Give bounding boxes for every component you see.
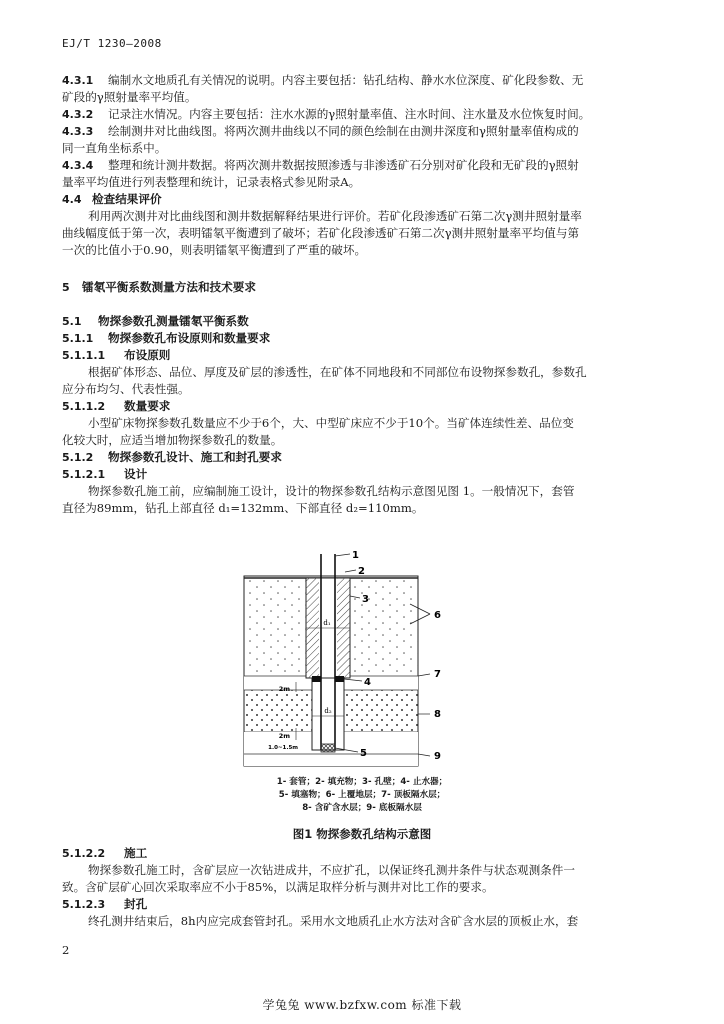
heading-text: 物探参数孔设计、施工和封孔要求 — [108, 450, 282, 464]
label-d1: d₁ — [323, 619, 331, 627]
section-5-1-1-heading — [62, 330, 270, 347]
clause-4-3-3-line1 — [62, 123, 579, 140]
heading-text: 物探参数孔测量镭氡平衡系数 — [98, 314, 249, 328]
callout-8: 8 — [434, 709, 441, 720]
clause-number: 5.1.2.3 — [62, 898, 106, 911]
heading-text: 镭氡平衡系数测量方法和技术要求 — [82, 280, 256, 294]
borehole-structure-diagram — [240, 548, 465, 774]
callout-7: 7 — [434, 669, 441, 680]
clause-number: 5.1.1.1 — [62, 349, 106, 362]
clause-number: 4.4 — [62, 193, 82, 206]
page-number: 2 — [62, 943, 70, 957]
clause-text: 记录注水情况。内容主要包括：注水水源的γ照射量率值、注水时间、注水量及水位恢复时间。 — [108, 107, 591, 121]
paragraph-line: 物探参数孔施工时，含矿层应一次钻进成井，不应扩孔，以保证终孔测井条件与状态观测条件一 — [88, 863, 575, 877]
clause-text: 编制水文地质孔有关情况的说明。内容主要包括：钻孔结构、静水水位深度、矿化段参数、无 — [108, 73, 584, 87]
clause-text: 整理和统计测井数据。将两次测井数据按照渗透与非渗透矿石分别对矿化段和无矿段的γ照射 — [108, 158, 579, 172]
clause-4-3-4-line1 — [62, 157, 579, 174]
heading-text: 封孔 — [124, 897, 148, 911]
clause-4-3-1-line1 — [62, 72, 583, 89]
clause-number: 4.3.4 — [62, 159, 94, 172]
clause-number: 5 — [62, 281, 70, 294]
label-range: 1.0~1.5m — [268, 745, 298, 751]
paragraph-line: 一次的比值小于0.90，则表明镭氡平衡遭到了严重的破坏。 — [62, 243, 367, 257]
clause-number: 5.1.2 — [62, 451, 94, 464]
clause-4-3-4-line2: 量率平均值进行列表整理和统计，记录表格式参见附录A。 — [62, 175, 361, 189]
footer-watermark: 学兔兔 www.bzfxw.com 标准下载 — [262, 998, 462, 1012]
section-5-1-heading — [62, 313, 249, 330]
label-2m-upper: 2m — [278, 685, 290, 693]
water-stopper-left — [312, 676, 321, 682]
callout-4: 4 — [364, 677, 371, 688]
clause-number: 5.1.1 — [62, 332, 94, 345]
clause-number: 5.1.2.1 — [62, 468, 106, 481]
clause-4-3-1-line2: 矿段的γ照射量率平均值。 — [62, 90, 197, 104]
section-5-1-2-2-heading — [62, 845, 147, 862]
callout-1: 1 — [352, 550, 359, 561]
clause-number: 4.3.2 — [62, 108, 94, 121]
callout-2: 2 — [358, 566, 365, 577]
heading-text: 设计 — [124, 467, 148, 481]
paragraph-line: 终孔测井结束后，8h内应完成套管封孔。采用水文地质孔止水方法对含矿含水层的顶板止水，套 — [88, 914, 579, 928]
paragraph-line: 化较大时，应适当增加物探参数孔的数量。 — [62, 433, 283, 447]
paragraph-line: 曲线幅度低于第一次，表明镭氡平衡遭到了破坏；若矿化段渗透矿石第二次γ测井照射量率平均值与第 — [62, 226, 580, 240]
section-5-1-2-heading — [62, 449, 282, 466]
plug-material — [321, 744, 335, 752]
paragraph-line: 利用两次测井对比曲线图和测井数据解释结果进行评价。若矿化段渗透矿石第二次γ测井照射量率 — [88, 209, 582, 223]
heading-text: 物探参数孔布设原则和数量要求 — [108, 331, 271, 345]
paragraph-line: 小型矿床物探参数孔数量应不少于6个，大、中型矿床应不少于10个。当矿体连续性差、品位变 — [88, 416, 574, 430]
section-4-4-heading — [62, 191, 162, 208]
clause-number: 5.1.1.2 — [62, 400, 106, 413]
water-stopper-right — [335, 676, 344, 682]
standard-code: EJ/T 1230—2008 — [62, 37, 162, 50]
clause-number: 4.3.3 — [62, 125, 94, 138]
clause-number: 4.3.1 — [62, 74, 94, 87]
section-5-1-1-2-heading — [62, 398, 170, 415]
clause-text: 绘制测井对比曲线图。将两次测井曲线以不同的颜色绘制在由测井深度和γ照射量率值构成的 — [108, 124, 579, 138]
heading-text: 布设原则 — [124, 348, 171, 362]
callout-9: 9 — [434, 751, 441, 762]
paragraph-line: 直径为89mm，钻孔上部直径 d₁=132mm、下部直径 d₂=110mm。 — [62, 501, 424, 515]
callout-6: 6 — [434, 610, 441, 621]
paragraph-line: 应分布均匀、代表性强。 — [62, 382, 190, 396]
paragraph-line: 物探参数孔施工前，应编制施工设计，设计的物探参数孔结构示意图见图 1。一般情况下，套管 — [88, 484, 575, 498]
clause-number: 5.1 — [62, 315, 82, 328]
callout-3: 3 — [362, 594, 369, 605]
heading-text: 数量要求 — [124, 399, 171, 413]
label-2m-lower: 2m — [278, 732, 290, 740]
clause-4-3-2 — [62, 106, 590, 123]
section-5-heading — [62, 279, 256, 296]
figure-legend-line3: 8- 含矿含水层；9- 底板隔水层 — [302, 803, 422, 813]
heading-text: 检查结果评价 — [92, 192, 162, 206]
clause-4-3-3-line2: 同一直角坐标系中。 — [62, 141, 167, 155]
paragraph-line: 根据矿体形态、品位、厚度及矿层的渗透性，在矿体不同地段和不同部位布设物探参数孔，参数孔 — [88, 365, 587, 379]
figure-legend-line1: 1- 套管；2- 填充物；3- 孔壁；4- 止水器； — [276, 777, 448, 787]
figure-caption: 图1 物探参数孔结构示意图 — [292, 827, 432, 841]
section-5-1-2-3-heading — [62, 896, 147, 913]
section-5-1-1-1-heading — [62, 347, 170, 364]
label-d2: d₂ — [324, 707, 332, 715]
section-5-1-2-1-heading — [62, 466, 147, 483]
callout-5: 5 — [360, 748, 367, 759]
paragraph-line: 致。含矿层矿心回次采取率应不小于85%，以满足取样分析与测井对比工作的要求。 — [62, 880, 494, 894]
figure-legend-line2: 5- 填塞物；6- 上覆地层；7- 顶板隔水层； — [278, 790, 446, 800]
clause-number: 5.1.2.2 — [62, 847, 106, 860]
heading-text: 施工 — [124, 846, 148, 860]
